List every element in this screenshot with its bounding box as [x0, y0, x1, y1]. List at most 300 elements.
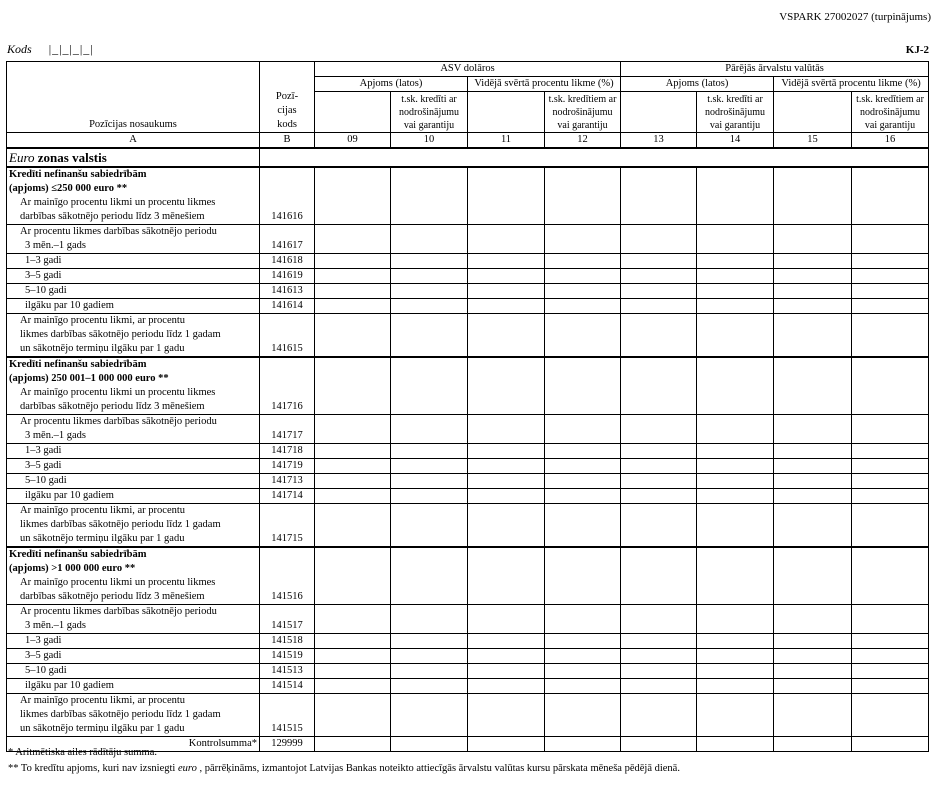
row-code: 141518	[260, 634, 315, 649]
kods-field[interactable]: |_|_|_|_|	[48, 42, 94, 56]
value-cell[interactable]	[852, 605, 929, 634]
row-name-line: un sākotnējo termiņu ilgāku par 1 gadu	[20, 343, 185, 354]
row-name	[7, 547, 260, 605]
value-cell[interactable]	[468, 489, 545, 504]
row-name-line: 3 mēn.–1 gads	[25, 430, 86, 441]
value-cell[interactable]	[621, 314, 697, 358]
value-cell[interactable]	[697, 474, 774, 489]
value-cell[interactable]	[774, 459, 852, 474]
row-name-line: 1–3 gadi	[25, 445, 62, 456]
value-cell[interactable]	[468, 269, 545, 284]
sub-line: vai garantiju	[557, 120, 608, 131]
table-row	[7, 444, 929, 459]
row-code: 141617	[260, 225, 315, 254]
value-cell[interactable]	[621, 167, 697, 225]
value-cell[interactable]	[852, 694, 929, 737]
col-header-other: Pārējās ārvalstu valūtās	[621, 62, 929, 77]
value-cell[interactable]	[621, 299, 697, 314]
row-name-line: likmes darbības sākotnējo periodu līdz 1 gadam	[20, 329, 221, 340]
value-cell[interactable]	[315, 167, 391, 225]
value-cell[interactable]	[621, 444, 697, 459]
col-header-code-line: cijas	[277, 105, 297, 116]
group-title-line: Kredīti nefinanšu sabiedrībām	[9, 549, 147, 560]
value-cell[interactable]	[774, 694, 852, 737]
value-cell[interactable]	[545, 167, 621, 225]
value-cell[interactable]	[545, 459, 621, 474]
value-cell[interactable]	[545, 737, 621, 752]
value-cell[interactable]	[621, 737, 697, 752]
value-cell[interactable]	[621, 284, 697, 299]
value-cell[interactable]	[774, 649, 852, 664]
value-cell[interactable]	[774, 605, 852, 634]
table-row	[7, 489, 929, 504]
value-cell[interactable]	[468, 225, 545, 254]
table-row	[7, 694, 929, 737]
value-cell[interactable]	[468, 605, 545, 634]
row-code: 141715	[260, 504, 315, 548]
section-title-italic: Euro	[9, 150, 35, 165]
col-header-usd-rate-secured	[545, 92, 621, 133]
row-name-line: un sākotnējo termiņu ilgāku par 1 gadu	[20, 533, 185, 544]
row-code: 141717	[260, 415, 315, 444]
row-name-line: likmes darbības sākotnējo periodu līdz 1 gadam	[20, 709, 221, 720]
value-cell[interactable]	[621, 415, 697, 444]
value-cell[interactable]	[315, 504, 391, 548]
row-name-line: likmes darbības sākotnējo periodu līdz 1 gadam	[20, 519, 221, 530]
value-cell[interactable]	[697, 167, 774, 225]
row-name-line: darbības sākotnējo periodu līdz 3 mēnešiem	[20, 211, 205, 222]
value-cell[interactable]	[391, 664, 468, 679]
value-cell[interactable]	[852, 664, 929, 679]
value-cell[interactable]	[391, 444, 468, 459]
section-fill	[260, 148, 929, 167]
value-cell[interactable]	[621, 679, 697, 694]
value-cell[interactable]	[852, 504, 929, 548]
value-cell[interactable]	[391, 679, 468, 694]
row-code: 141614	[260, 299, 315, 314]
value-cell[interactable]	[697, 547, 774, 605]
value-cell[interactable]	[315, 679, 391, 694]
row-name	[7, 314, 260, 358]
value-cell[interactable]	[315, 254, 391, 269]
row-name	[7, 694, 260, 737]
value-cell[interactable]	[852, 679, 929, 694]
row-code: 141618	[260, 254, 315, 269]
value-cell[interactable]	[468, 444, 545, 459]
value-cell[interactable]	[391, 489, 468, 504]
value-cell[interactable]	[468, 634, 545, 649]
col-header-other-rate: Vidējā svērtā procentu likme (%)	[774, 77, 929, 92]
value-cell[interactable]	[697, 357, 774, 415]
value-cell[interactable]	[697, 299, 774, 314]
value-cell[interactable]	[468, 357, 545, 415]
value-cell[interactable]	[621, 489, 697, 504]
value-cell[interactable]	[545, 474, 621, 489]
group-title-line: Kredīti nefinanšu sabiedrībām	[9, 359, 147, 370]
value-cell[interactable]	[315, 459, 391, 474]
row-name	[7, 254, 260, 269]
row-name	[7, 649, 260, 664]
value-cell[interactable]	[697, 269, 774, 284]
value-cell[interactable]	[468, 679, 545, 694]
value-cell[interactable]	[545, 694, 621, 737]
value-cell[interactable]	[391, 504, 468, 548]
row-name	[7, 415, 260, 444]
table-row	[7, 605, 929, 634]
value-cell[interactable]	[697, 605, 774, 634]
col-letter: 15	[774, 133, 852, 149]
value-cell[interactable]	[697, 649, 774, 664]
row-code: 141716	[260, 357, 315, 415]
value-cell[interactable]	[774, 664, 852, 679]
value-cell[interactable]	[545, 664, 621, 679]
value-cell[interactable]	[468, 504, 545, 548]
value-cell[interactable]	[315, 284, 391, 299]
col-header-empty	[468, 92, 545, 133]
row-name	[7, 679, 260, 694]
value-cell[interactable]	[468, 459, 545, 474]
value-cell[interactable]	[391, 357, 468, 415]
value-cell[interactable]	[621, 694, 697, 737]
table-row	[7, 547, 929, 605]
value-cell[interactable]	[621, 634, 697, 649]
value-cell[interactable]	[468, 314, 545, 358]
value-cell[interactable]	[774, 737, 852, 752]
table-row	[7, 225, 929, 254]
col-letter: 11	[468, 133, 545, 149]
row-name	[7, 459, 260, 474]
value-cell[interactable]	[774, 415, 852, 444]
value-cell[interactable]	[852, 314, 929, 358]
value-cell[interactable]	[391, 269, 468, 284]
col-header-usd-rate: Vidējā svērtā procentu likme (%)	[468, 77, 621, 92]
value-cell[interactable]	[697, 444, 774, 459]
value-cell[interactable]	[315, 547, 391, 605]
footnote-2	[8, 763, 680, 774]
col-header-other-secured	[697, 92, 774, 133]
value-cell[interactable]	[391, 299, 468, 314]
table-row	[7, 254, 929, 269]
footnote-2-italic: euro	[177, 763, 197, 774]
sub-line: vai garantiju	[403, 120, 455, 131]
value-cell[interactable]	[621, 547, 697, 605]
value-cell[interactable]	[852, 299, 929, 314]
value-cell[interactable]	[545, 284, 621, 299]
value-cell[interactable]	[468, 167, 545, 225]
value-cell[interactable]	[545, 314, 621, 358]
col-header-code	[260, 62, 315, 133]
value-cell[interactable]	[852, 634, 929, 649]
value-cell[interactable]	[852, 415, 929, 444]
row-name	[7, 474, 260, 489]
value-cell[interactable]	[852, 474, 929, 489]
value-cell[interactable]	[468, 547, 545, 605]
col-header-name: Pozīcijas nosaukums	[7, 62, 260, 133]
value-cell[interactable]	[774, 444, 852, 459]
value-cell[interactable]	[545, 649, 621, 664]
value-cell[interactable]	[621, 269, 697, 284]
table-row	[7, 634, 929, 649]
col-header-empty	[315, 92, 391, 133]
row-code: 141517	[260, 605, 315, 634]
sub-line: vai garantiju	[864, 120, 916, 131]
value-cell[interactable]	[391, 605, 468, 634]
footnote-2-part: , pārrēķināms, izmantojot Latvijas Bankas noteikto attiecīgās ārvalstu valūtas kursu pārskata mēneša pēdējā dienā.	[196, 763, 680, 774]
row-name	[7, 284, 260, 299]
value-cell[interactable]	[697, 459, 774, 474]
value-cell[interactable]	[315, 357, 391, 415]
table-row	[7, 679, 929, 694]
value-cell[interactable]	[621, 649, 697, 664]
value-cell[interactable]	[468, 254, 545, 269]
col-header-empty	[774, 92, 852, 133]
row-name	[7, 634, 260, 649]
row-code: 141514	[260, 679, 315, 694]
value-cell[interactable]	[315, 225, 391, 254]
row-code: 141513	[260, 664, 315, 679]
value-cell[interactable]	[391, 694, 468, 737]
value-cell[interactable]	[774, 634, 852, 649]
value-cell[interactable]	[697, 504, 774, 548]
value-cell[interactable]	[545, 634, 621, 649]
value-cell[interactable]	[774, 504, 852, 548]
value-cell[interactable]	[391, 314, 468, 358]
value-cell[interactable]	[468, 415, 545, 444]
column-letters-row	[7, 133, 929, 149]
row-name	[7, 357, 260, 415]
row-name-line: Ar procentu likmes darbības sākotnējo periodu	[20, 226, 217, 237]
value-cell[interactable]	[621, 459, 697, 474]
value-cell[interactable]	[315, 694, 391, 737]
sub-line: nodrošinājumu	[552, 107, 613, 118]
value-cell[interactable]	[697, 225, 774, 254]
value-cell[interactable]	[545, 547, 621, 605]
sub-line: nodrošinājumu	[705, 107, 766, 118]
col-letter: B	[260, 133, 315, 149]
value-cell[interactable]	[468, 649, 545, 664]
col-header-code-line: Pozī-	[275, 91, 299, 102]
table-row	[7, 299, 929, 314]
value-cell[interactable]	[852, 254, 929, 269]
row-code: 141619	[260, 269, 315, 284]
value-cell[interactable]	[468, 474, 545, 489]
value-cell[interactable]	[774, 167, 852, 225]
value-cell[interactable]	[774, 314, 852, 358]
row-code: 141615	[260, 314, 315, 358]
value-cell[interactable]	[545, 415, 621, 444]
value-cell[interactable]	[774, 254, 852, 269]
row-name-line: Ar mainīgo procentu likmi, ar procentu	[20, 505, 186, 516]
value-cell[interactable]	[852, 459, 929, 474]
value-cell[interactable]	[774, 284, 852, 299]
value-cell[interactable]	[621, 504, 697, 548]
value-cell[interactable]	[545, 489, 621, 504]
value-cell[interactable]	[621, 225, 697, 254]
value-cell[interactable]	[852, 489, 929, 504]
value-cell[interactable]	[391, 634, 468, 649]
value-cell[interactable]	[621, 474, 697, 489]
value-cell[interactable]	[774, 679, 852, 694]
value-cell[interactable]	[774, 299, 852, 314]
table-row	[7, 474, 929, 489]
table-row	[7, 269, 929, 284]
row-code: 141516	[260, 547, 315, 605]
value-cell[interactable]	[774, 225, 852, 254]
value-cell[interactable]	[391, 415, 468, 444]
value-cell[interactable]	[315, 269, 391, 284]
value-cell[interactable]	[468, 694, 545, 737]
value-cell[interactable]	[468, 299, 545, 314]
value-cell[interactable]	[852, 269, 929, 284]
value-cell[interactable]	[697, 694, 774, 737]
group-title-line: (apjoms) >1 000 000 euro **	[9, 563, 136, 574]
value-cell[interactable]	[391, 254, 468, 269]
value-cell[interactable]	[621, 664, 697, 679]
col-letter: 09	[315, 133, 391, 149]
value-cell[interactable]	[852, 547, 929, 605]
row-name	[7, 664, 260, 679]
value-cell[interactable]	[391, 474, 468, 489]
value-cell[interactable]	[315, 605, 391, 634]
table-row	[7, 664, 929, 679]
value-cell[interactable]	[852, 357, 929, 415]
value-cell[interactable]	[391, 649, 468, 664]
value-cell[interactable]	[391, 737, 468, 752]
row-name-line: Ar mainīgo procentu likmi, ar procentu	[20, 695, 186, 706]
value-cell[interactable]	[697, 679, 774, 694]
row-code: 141515	[260, 694, 315, 737]
value-cell[interactable]	[545, 357, 621, 415]
value-cell[interactable]	[852, 649, 929, 664]
col-header-other-volume: Apjoms (latos)	[621, 77, 774, 92]
row-name-line: 1–3 gadi	[25, 255, 62, 266]
row-name-line: 3–5 gadi	[25, 650, 62, 661]
table-row	[7, 314, 929, 358]
value-cell[interactable]	[315, 314, 391, 358]
sub-line: t.sk. kredītiem ar	[856, 94, 924, 105]
value-cell[interactable]	[774, 474, 852, 489]
row-name-line: Ar mainīgo procentu likmi un procentu likmes	[20, 387, 216, 398]
value-cell[interactable]	[697, 634, 774, 649]
value-cell[interactable]	[391, 284, 468, 299]
col-letter: 10	[391, 133, 468, 149]
value-cell[interactable]	[852, 444, 929, 459]
value-cell[interactable]	[545, 225, 621, 254]
form-id: KJ-2	[905, 44, 929, 56]
value-cell[interactable]	[697, 664, 774, 679]
footnote-2-part: ** To kredītu apjoms, kuri nav izsniegti	[8, 763, 178, 774]
value-cell[interactable]	[621, 254, 697, 269]
group-title-line: (apjoms) ≤250 000 euro **	[9, 183, 128, 194]
value-cell[interactable]	[697, 314, 774, 358]
col-header-other-rate-secured	[852, 92, 929, 133]
value-cell[interactable]	[621, 357, 697, 415]
value-cell[interactable]	[391, 547, 468, 605]
row-name-line: 5–10 gadi	[25, 475, 67, 486]
value-cell[interactable]	[468, 737, 545, 752]
row-name-line: 3 mēn.–1 gads	[25, 620, 86, 631]
row-code: 141613	[260, 284, 315, 299]
value-cell[interactable]	[315, 649, 391, 664]
value-cell[interactable]	[545, 254, 621, 269]
value-cell[interactable]	[852, 737, 929, 752]
value-cell[interactable]	[545, 444, 621, 459]
value-cell[interactable]	[774, 547, 852, 605]
value-cell[interactable]	[852, 167, 929, 225]
section-row	[7, 148, 929, 167]
value-cell[interactable]	[468, 664, 545, 679]
value-cell[interactable]	[391, 459, 468, 474]
value-cell[interactable]	[315, 415, 391, 444]
value-cell[interactable]	[697, 489, 774, 504]
value-cell[interactable]	[315, 737, 391, 752]
group-title-line: (apjoms) 250 001–1 000 000 euro **	[9, 373, 169, 384]
value-cell[interactable]	[697, 737, 774, 752]
group-title-line: Kredīti nefinanšu sabiedrībām	[9, 169, 147, 180]
row-name-line: darbības sākotnējo periodu līdz 3 mēnešiem	[20, 591, 205, 602]
value-cell[interactable]	[545, 679, 621, 694]
value-cell[interactable]	[697, 284, 774, 299]
table-row	[7, 167, 929, 225]
value-cell[interactable]	[852, 284, 929, 299]
row-code: 141713	[260, 474, 315, 489]
row-name-line: Ar procentu likmes darbības sākotnējo periodu	[20, 416, 217, 427]
value-cell[interactable]	[774, 357, 852, 415]
value-cell[interactable]	[545, 605, 621, 634]
sub-line: t.sk. kredīti ar	[401, 94, 457, 105]
value-cell[interactable]	[774, 269, 852, 284]
value-cell[interactable]	[315, 634, 391, 649]
table-row	[7, 649, 929, 664]
col-header-usd-secured	[391, 92, 468, 133]
value-cell[interactable]	[545, 299, 621, 314]
value-cell[interactable]	[391, 167, 468, 225]
row-code: 141718	[260, 444, 315, 459]
col-header-usd: ASV dolāros	[315, 62, 621, 77]
value-cell[interactable]	[391, 225, 468, 254]
value-cell[interactable]	[774, 489, 852, 504]
row-name-line: ilgāku par 10 gadiem	[25, 490, 114, 501]
value-cell[interactable]	[315, 664, 391, 679]
table-row	[7, 504, 929, 548]
report-table	[6, 61, 929, 752]
row-name-line: 5–10 gadi	[25, 665, 67, 676]
row-name-line: un sākotnējo termiņu ilgāku par 1 gadu	[20, 723, 185, 734]
row-name	[7, 444, 260, 459]
value-cell[interactable]	[315, 489, 391, 504]
value-cell[interactable]	[852, 225, 929, 254]
value-cell[interactable]	[545, 269, 621, 284]
value-cell[interactable]	[697, 254, 774, 269]
table-row	[7, 284, 929, 299]
col-header-usd-volume: Apjoms (latos)	[315, 77, 468, 92]
row-name-line: ilgāku par 10 gadiem	[25, 680, 114, 691]
value-cell[interactable]	[315, 474, 391, 489]
col-letter: 14	[697, 133, 774, 149]
row-name-line: Ar procentu likmes darbības sākotnējo periodu	[20, 606, 217, 617]
row-name-line: 3–5 gadi	[25, 270, 62, 281]
row-name-line: Ar mainīgo procentu likmi un procentu likmes	[20, 197, 216, 208]
value-cell[interactable]	[545, 504, 621, 548]
value-cell[interactable]	[697, 415, 774, 444]
value-cell[interactable]	[315, 444, 391, 459]
row-code: 141719	[260, 459, 315, 474]
row-code: 141714	[260, 489, 315, 504]
row-name-line: Ar mainīgo procentu likmi un procentu likmes	[20, 577, 216, 588]
value-cell[interactable]	[621, 605, 697, 634]
value-cell[interactable]	[315, 299, 391, 314]
value-cell[interactable]	[468, 284, 545, 299]
